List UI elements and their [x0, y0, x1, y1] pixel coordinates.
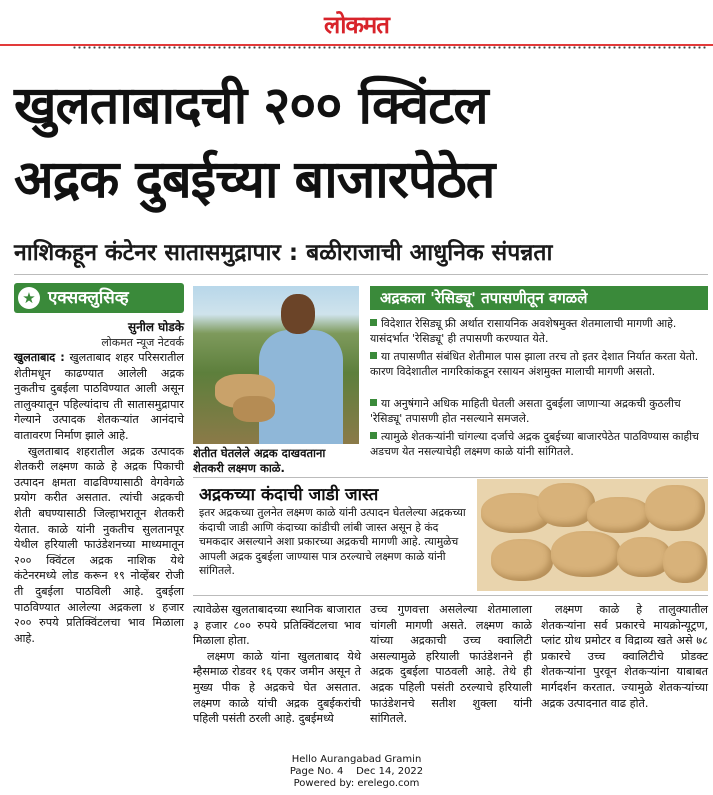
residue-box-title: अद्रकला 'रेसिड्यू' तपासणीतून वगळले [370, 286, 708, 310]
bullet-square-icon [370, 432, 377, 439]
exclusive-label: एक्सक्लुसिव्ह [48, 288, 129, 308]
footer-powered-by: Powered by: erelego.com [293, 778, 420, 789]
article-column-4 [541, 602, 708, 711]
residue-bullet-2 [370, 350, 706, 379]
bullet-text: या अनुषंगाने अधिक माहिती घेतली असता दुबईला जाणाऱ्या अद्रकची कुठलीच 'रेसिड्यू' तपासणी होत नसल्याने समजले. [370, 397, 681, 425]
ginger-piece [551, 531, 621, 577]
headline-line-1: खुलताबादची २०० क्विंटल [14, 76, 488, 136]
thickness-box-title: अद्रकच्या कंदाची जाडी जास्त [199, 485, 379, 505]
subhead-divider [14, 274, 708, 275]
farmer-head [281, 294, 315, 334]
bullet-text: त्यामुळे शेतकऱ्यांनी चांगल्या दर्जाचे अद्रक दुबईच्या बाजारपेठेत पाठविण्यास काहीच अडचण येत नसल्याचेही लक्ष्मण काळे यांनी सांगितले. [370, 430, 699, 458]
byline-bureau: लोकमत न्यूज नेटवर्क [101, 336, 184, 349]
column-1-paragraph-2: खुलताबाद शहरातील अद्रक उत्पादक शेतकरी लक्ष्मण काळे हे अद्रक पिकाची उत्पादन क्षमता वाढविण्यासाठी वेगवेगळे प्रयोग करीत असतात. त्यांची अद्रकची शेती बघण्यासाठी जिल्हाभरातून शेतकरी येतात. काळे यांनी नुकतीच सुलतानपूर येथील हरियाली फाउंडेशनच्या माध्यमातून २०० क्विंटल अद्रक नाशिक येथे कंटेनरमध्ये लोड करून १९ नोव्हेंबर रोजी ती दुबईला पाठविली आहे. दुबईला पाठविण्यात आलेल्या अद्रकला ४ हजार २०० रुपये प्रतिक्विंटलचा भाव मिळाला आहे. [14, 444, 184, 645]
ginger-piece [537, 483, 595, 527]
star-icon: ★ [18, 287, 40, 309]
ginger-photo [477, 479, 708, 591]
column-1-paragraph-1 [14, 350, 184, 444]
column-2-paragraph-2: लक्ष्मण काळे यांना खुलताबाद येथे म्हैसमाळ रोडवर १६ एकर जमीन असून ते मुख्य पीक हे अद्रकचे घेत असतात. लक्ष्मण काळे यांची अद्रक दुबईकरांची पहिली पसंती ठरली आहे. दुबईमध्ये [193, 649, 361, 726]
footer-page-date: Page No. 4 Dec 14, 2022 [289, 766, 424, 777]
masthead-logo: लोकमत [324, 10, 389, 39]
bullet-square-icon [370, 319, 377, 326]
article-column-2 [193, 602, 361, 727]
residue-bullet-4 [370, 430, 706, 459]
headline-line-2: अद्रक दुबईच्या बाजारपेठेत [14, 150, 495, 210]
footer-edition: Hello Aurangabad Gramin [291, 754, 422, 765]
column-4-paragraph-1: लक्ष्मण काळे हे तालुक्यातील शेतकऱ्यांना सर्व प्रकारचे मायक्रोन्यूट्रण, प्लांट ग्रोथ प्रमोटर व विद्राव्य खते असे ७८ प्रकारचे उच्च क्वालिटीचे प्रोडक्ट शेतकऱ्यांना पुरवून शेतकऱ्यांना याबाबत मार्गदर्शन करतात. ज्यामुळे शेतकऱ्यांच्या अद्रक उत्पादनात वाढ होते. [541, 603, 708, 710]
residue-bullet-1 [370, 317, 706, 346]
farmer-photo [193, 286, 359, 444]
thickness-box-text: इतर अद्रकच्या तुलनेत लक्ष्मण काळे यांनी उत्पादन घेतलेल्या अद्रकच्या कंदाची जाडी आणि कंदाच्या कांडीची लांबी जास्त असून हे कंद चमकदार असल्याने अशा प्रकारच्या अद्रकची मागणी आहे. त्यामुळेच आपली अद्रक दुबईला जाण्यास पात्र ठरल्याचे लक्ष्मण काळे यांनी सांगितले. [199, 506, 466, 578]
page-footer [0, 754, 713, 790]
byline-author: सुनील घोडके [127, 320, 184, 334]
residue-bullet-3 [370, 397, 706, 426]
exclusive-badge [14, 283, 184, 313]
column-2-paragraph-1: त्यावेळेस खुलताबादच्या स्थानिक बाजारात ३ हजार ८०० रुपये प्रतिक्विंटलचा भाव मिळाला होता. [193, 603, 361, 648]
column-1-text-1: खुलताबाद शहर परिसरातील शेतीमधून काढण्यात आलेली अद्रक नुकतीच दुबईला पाठविण्यात आली असून तालुक्यातून पहिल्यांदाच ती सातासमुद्रापार गेल्याने उत्पादक शेतकऱ्यांत आनंदाचे वातावरण निर्माण झाले आहे. [14, 351, 184, 442]
bullet-text: विदेशात रेसिड्यू फ्री अर्थात रासायनिक अवशेषमुक्त शेतमालाची मागणी आहे. यासंदर्भात 'रेसिड्यू' ही तपासणी करण्यात येते. [370, 317, 677, 345]
ginger-piece [663, 541, 707, 583]
subheadline: नाशिकहून कंटेनर सातासमुद्रापार : बळीराजाची आधुनिक संपन्नता [14, 240, 553, 266]
ginger-in-hand-2 [233, 396, 275, 422]
bullet-square-icon [370, 352, 377, 359]
article-column-3 [370, 602, 532, 727]
lower-divider [193, 595, 708, 596]
ginger-piece [491, 539, 553, 581]
column-3-paragraph-1: उच्च गुणवत्ता असलेल्या शेतमालाला चांगली मागणी असते. लक्ष्मण काळे यांच्या अद्रकाची उच्च क्वालिटी असल्यामुळे हरियाली फाउंडेशनने ही अद्रक दुबईला पाठवली आहे. तेथे ही अद्रक पहिली पसंती ठरल्याचे हरियाली फाउंडेशनचे सतीश शुक्ला यांनी सांगितले. [370, 603, 532, 726]
dateline: खुलताबाद : [14, 351, 65, 364]
article-column-1 [14, 350, 184, 646]
box-divider [193, 477, 708, 478]
bullet-square-icon [370, 399, 377, 406]
bullet-text: या तपासणीत संबंधित शेतीमाल पास झाला तरच तो इतर देशात निर्यात करता येतो. कारण विदेशातील नागरिकांकडून रसायन अंशमुक्त मालाची मागणी असतो. [370, 350, 699, 378]
photo-caption: शेतीत घेतलेले अद्रक दाखवताना शेतकरी लक्ष्मण काळे. [193, 446, 326, 475]
ginger-piece [645, 485, 705, 531]
ginger-piece [587, 497, 651, 533]
dotted-rule [72, 46, 706, 49]
